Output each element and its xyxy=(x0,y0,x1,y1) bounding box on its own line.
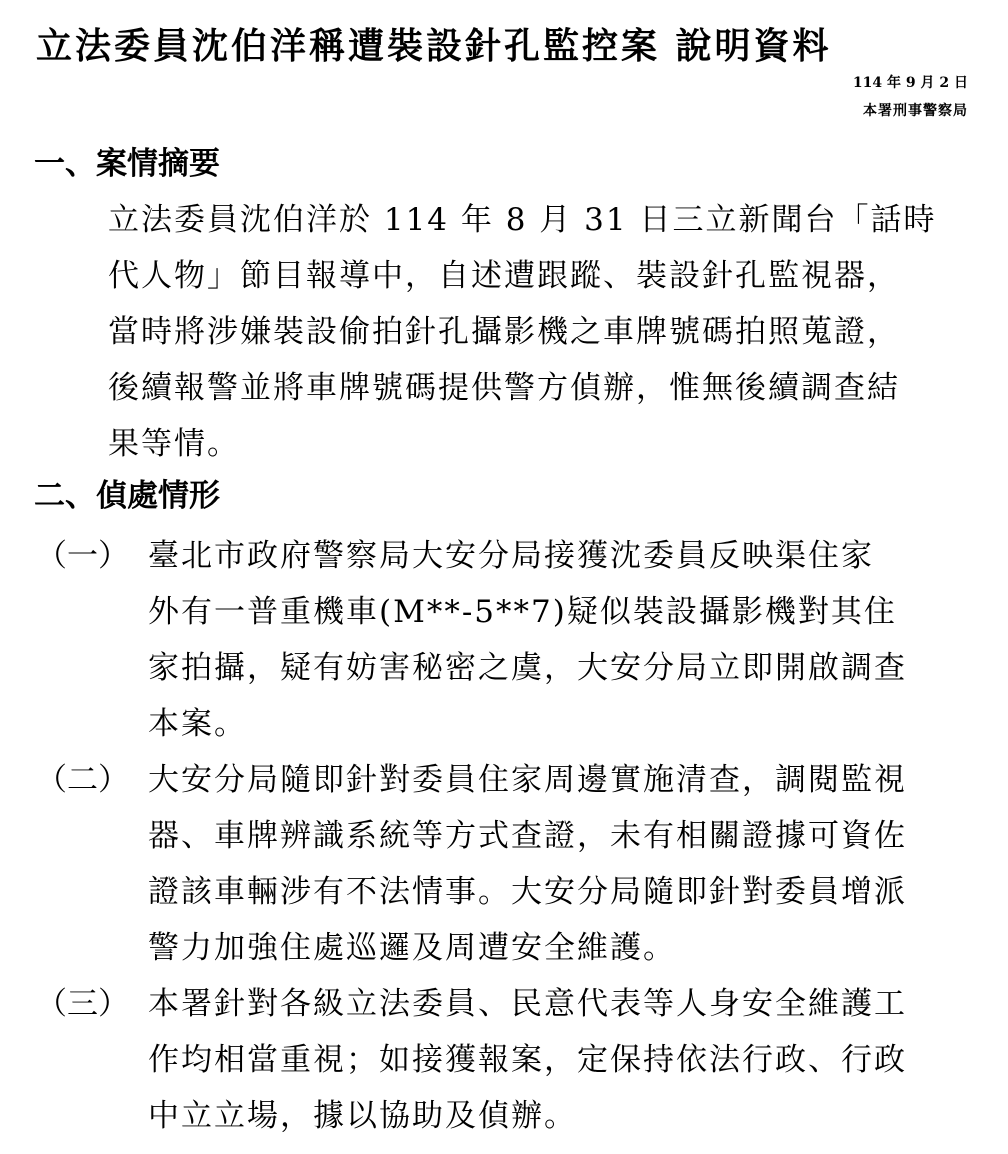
item-line: 本案。 xyxy=(148,706,247,742)
item-line: 本署針對各級立法委員、民意代表等人身安全維護工 xyxy=(148,986,907,1022)
item-line: 家拍攝，疑有妨害秘密之虞，大安分局立即開啟調查 xyxy=(148,650,907,686)
summary-line: 立法委員沈伯洋於 114 年 8 月 31 日三立新聞台「話時 xyxy=(108,202,937,238)
summary-line: 後續報警並將車牌號碼提供警方偵辦，惟無後續調查結 xyxy=(108,370,900,406)
item-line: 器、車牌辨識系統等方式查證，未有相關證據可資佐 xyxy=(148,818,907,854)
item-line: 外有一普重機車(M**-5**7)疑似裝設攝影機對其住 xyxy=(148,594,897,630)
summary-line: 代人物」節目報導中，自述遭跟蹤、裝設針孔監視器， xyxy=(108,258,900,294)
item-line: 證該車輛涉有不法情事。大安分局隨即針對委員增派 xyxy=(148,874,907,910)
section-heading-case-summary: 一、案情摘要 xyxy=(34,146,220,182)
summary-line: 當時將涉嫌裝設偷拍針孔攝影機之車牌號碼拍照蒐證， xyxy=(108,314,900,350)
document-title: 立法委員沈伯洋稱遭裝設針孔監控案 說明資料 xyxy=(36,26,832,67)
item-marker-3: （三） xyxy=(36,986,129,1022)
item-line: 大安分局隨即針對委員住家周邊實施清查，調閱監視 xyxy=(148,762,907,798)
item-line: 中立立場，據以協助及偵辦。 xyxy=(148,1098,577,1134)
item-line: 臺北市政府警察局大安分局接獲沈委員反映渠住家 xyxy=(148,538,874,574)
item-line: 警力加強住處巡邏及周遭安全維護。 xyxy=(148,930,676,966)
section-heading-investigation: 二、偵處情形 xyxy=(34,478,220,514)
document-date: 114 年 9 月 2 日 xyxy=(852,75,968,91)
item-marker-1: （一） xyxy=(36,538,129,574)
summary-line: 果等情。 xyxy=(108,426,240,462)
item-line: 作均相當重視；如接獲報案，定保持依法行政、行政 xyxy=(148,1042,907,1078)
item-marker-2: （二） xyxy=(36,762,129,798)
issuing-organization: 本署刑事警察局 xyxy=(863,103,968,119)
